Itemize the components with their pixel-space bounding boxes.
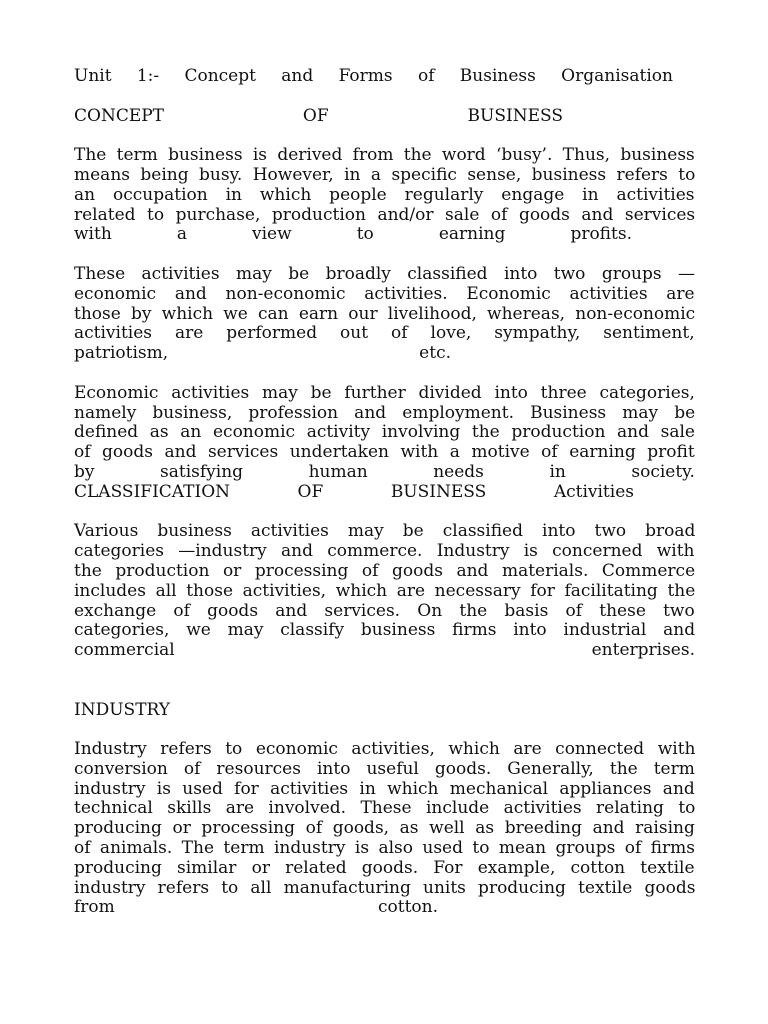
text-line: namely business, profession and employment. Business may be [74, 402, 696, 423]
classification-heading: CLASSIFICATION OF BUSINESS Activities [74, 481, 634, 502]
heading-word: CONCEPT [74, 105, 165, 126]
text-line: conversion of resources into useful goods. Generally, the term [74, 758, 695, 779]
title-word: Organisation [561, 66, 673, 86]
text-line: activities are performed out of love, sympathy, sentiment, [74, 323, 695, 344]
paragraph-economic-activities [74, 384, 695, 503]
text-line: industry is used for activities in which mechanical appliances and [74, 778, 695, 799]
text-line: related to purchase, production and/or sale of goods and services [74, 204, 696, 225]
title-word: of [417, 66, 435, 86]
text-line: These activities may be broadly classified into two groups — [74, 263, 696, 284]
text-line: technical skills are involved. These include activities relating to [74, 798, 696, 819]
text-line: of animals. The term industry is also used to mean groups of firms [74, 838, 695, 859]
text-line: categories —industry and commerce. Industry is concerned with [74, 541, 695, 562]
text-line: exchange of goods and services. On the basis of these two [74, 600, 695, 621]
unit-title [74, 67, 695, 87]
industry-heading: INDUSTRY [74, 699, 171, 720]
text-line: categories, we may classify business firms into industrial and [74, 620, 696, 641]
title-word: 1:- [136, 66, 160, 86]
heading-word: BUSINESS [467, 105, 563, 126]
heading-word: OF [302, 105, 329, 126]
concept-heading [74, 107, 563, 127]
text-line: The term business is derived from the word ‘busy’. Thus, business [74, 145, 695, 166]
text-line: an occupation in which people regularly engage in activities [74, 184, 695, 205]
text-line: Various business activities may be classified into two broad [74, 521, 696, 542]
paragraph-industry [74, 740, 695, 918]
text-line: defined as an economic activity involving the production and sale [74, 422, 695, 443]
paragraph-business-definition [74, 146, 695, 245]
text-line: from cotton. [74, 897, 438, 918]
title-word: and [281, 66, 314, 86]
paragraph-activity-groups [74, 265, 695, 364]
text-line: with a view to earning profits. [74, 224, 632, 245]
text-line: patriotism, etc. [74, 343, 451, 364]
title-word: Business [459, 66, 536, 86]
title-word: Unit [74, 66, 112, 86]
text-line: producing similar or related goods. For example, cotton textile [74, 857, 695, 878]
text-line: includes all those activities, which are necessary for facilitating the [74, 580, 696, 601]
text-line: of goods and services undertaken with a motive of earning profit [74, 442, 695, 463]
text-line: commercial enterprises. [74, 640, 695, 661]
text-line: producing or processing of goods, as well as breeding and raising [74, 818, 695, 839]
text-line: Economic activities may be further divided into three categories, [74, 382, 695, 403]
text-line: economic and non-economic activities. Economic activities are [74, 283, 695, 304]
text-line: the production or processing of goods and materials. Commerce [74, 560, 696, 581]
text-line: industry refers to all manufacturing units producing textile goods [74, 877, 696, 898]
paragraph-classification [74, 522, 695, 661]
text-line: those by which we can earn our livelihood, whereas, non-economic [74, 303, 696, 324]
title-word: Forms [338, 66, 393, 86]
text-line: Industry refers to economic activities, which are connected with [74, 739, 696, 760]
title-word: Concept [184, 66, 256, 86]
text-line: means being busy. However, in a specific sense, business refers to [74, 164, 696, 185]
document-page [74, 67, 695, 918]
text-line: by satisfying human needs in society. [74, 461, 695, 482]
